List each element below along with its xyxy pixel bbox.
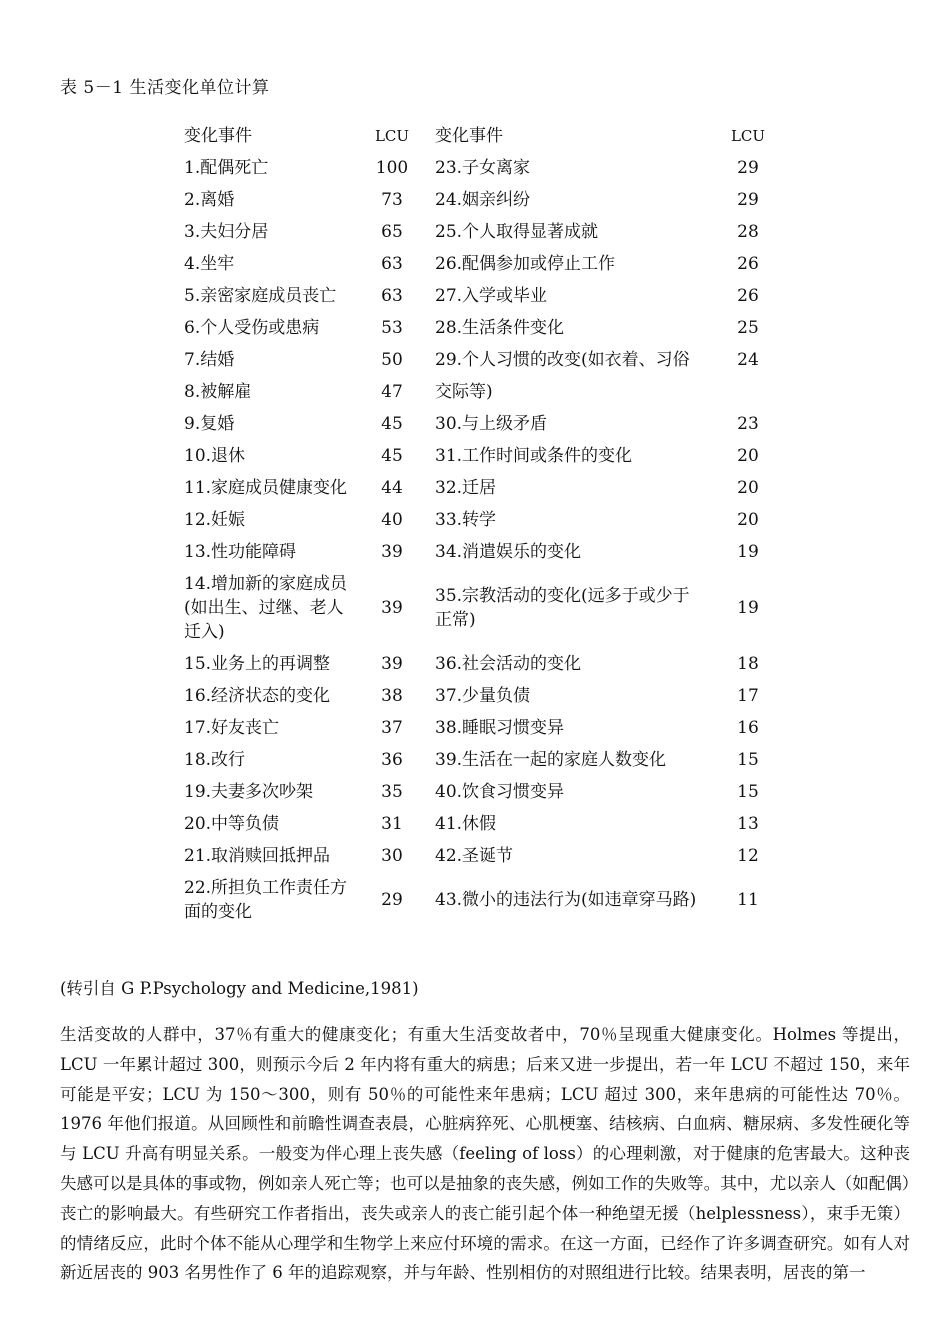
table-row xyxy=(180,776,787,808)
lcu-cell-left: 47 xyxy=(381,382,403,402)
lcu-cell-right: 13 xyxy=(737,814,759,834)
event-cell-right: 23.子女离家 xyxy=(435,158,531,178)
lcu-cell-left: 65 xyxy=(381,222,403,242)
lcu-cell-right: 26 xyxy=(737,254,759,274)
event-cell-left: 11.家庭成员健康变化 xyxy=(184,478,348,498)
lcu-cell-left: 38 xyxy=(381,686,403,706)
lcu-cell-left: 40 xyxy=(381,510,403,530)
event-cell-left: 4.坐牢 xyxy=(184,254,235,274)
event-cell-right: 24.姻亲纠纷 xyxy=(435,190,531,210)
table-row xyxy=(180,680,787,712)
table-row xyxy=(180,840,787,872)
event-cell-left: 9.复婚 xyxy=(184,414,235,434)
lcu-cell-left: 35 xyxy=(381,782,403,802)
event-cell-left: 1.配偶死亡 xyxy=(184,158,269,178)
lcu-cell-right: 23 xyxy=(737,414,759,434)
event-cell-left: 17.好友丧亡 xyxy=(184,718,280,738)
table-row xyxy=(180,872,787,928)
event-cell-left: 3.夫妇分居 xyxy=(184,222,269,242)
event-cell-left: 22.所担负工作责任方面的变化 xyxy=(184,878,348,922)
lcu-cell-left: 100 xyxy=(375,158,409,178)
table-row xyxy=(180,344,787,376)
table-row xyxy=(180,440,787,472)
table-body xyxy=(180,152,787,928)
lcu-cell-right: 19 xyxy=(737,542,759,562)
table-row xyxy=(180,280,787,312)
lcu-cell-left: 44 xyxy=(381,478,403,498)
lcu-cell-right: 11 xyxy=(737,890,759,910)
event-cell-left: 18.改行 xyxy=(184,750,246,770)
event-cell-left: 19.夫妻多次吵架 xyxy=(184,782,314,802)
event-cell-right: 29.个人习惯的改变(如衣着、习俗 xyxy=(435,350,690,370)
lcu-cell-right: 20 xyxy=(737,478,759,498)
event-cell-right: 交际等) xyxy=(435,382,493,402)
lcu-cell-left: 73 xyxy=(381,190,403,210)
life-change-units-table xyxy=(180,120,787,928)
event-cell-left: 21.取消赎回抵押品 xyxy=(184,846,331,866)
header-lcu-1: LCU xyxy=(374,127,410,145)
lcu-cell-right: 16 xyxy=(737,718,759,738)
event-cell-left: 2.离婚 xyxy=(184,190,235,210)
header-event-1: 变化事件 xyxy=(184,126,252,146)
event-cell-right: 31.工作时间或条件的变化 xyxy=(435,446,633,466)
table-row xyxy=(180,152,787,184)
lcu-cell-left: 39 xyxy=(381,654,403,674)
lcu-cell-left: 53 xyxy=(381,318,403,338)
event-cell-left: 5.亲密家庭成员丧亡 xyxy=(184,286,337,306)
table-row xyxy=(180,248,787,280)
event-cell-right: 41.休假 xyxy=(435,814,497,834)
table-caption: 表 5－1 生活变化单位计算 xyxy=(60,78,270,98)
lcu-cell-right: 19 xyxy=(737,598,759,618)
event-cell-left: 20.中等负债 xyxy=(184,814,280,834)
lcu-cell-right: 20 xyxy=(737,510,759,530)
event-cell-right: 37.少量负债 xyxy=(435,686,531,706)
lcu-cell-right: 29 xyxy=(737,158,759,178)
lcu-cell-right: 20 xyxy=(737,446,759,466)
event-cell-left: 16.经济状态的变化 xyxy=(184,686,331,706)
lcu-cell-left: 50 xyxy=(381,350,403,370)
lcu-cell-right: 17 xyxy=(737,686,759,706)
table-row xyxy=(180,216,787,248)
lcu-cell-right: 12 xyxy=(737,846,759,866)
event-cell-right: 33.转学 xyxy=(435,510,497,530)
table-row xyxy=(180,312,787,344)
event-cell-right: 25.个人取得显著成就 xyxy=(435,222,599,242)
lcu-cell-right: 26 xyxy=(737,286,759,306)
lcu-cell-right: 15 xyxy=(737,782,759,802)
event-cell-left: 13.性功能障碍 xyxy=(184,542,297,562)
event-cell-left: 15.业务上的再调整 xyxy=(184,654,331,674)
table-row xyxy=(180,712,787,744)
table-row xyxy=(180,472,787,504)
event-cell-right: 35.宗教活动的变化(远多于或少于正常) xyxy=(435,586,690,630)
lcu-cell-left: 63 xyxy=(381,254,403,274)
header-lcu-2: LCU xyxy=(730,127,766,145)
event-cell-right: 39.生活在一起的家庭人数变化 xyxy=(435,750,667,770)
event-cell-right: 28.生活条件变化 xyxy=(435,318,565,338)
lcu-cell-left: 36 xyxy=(381,750,403,770)
lcu-cell-right: 18 xyxy=(737,654,759,674)
lcu-cell-left: 31 xyxy=(381,814,403,834)
lcu-cell-right xyxy=(709,376,787,408)
event-cell-right: 43.微小的违法行为(如违章穿马路) xyxy=(435,890,697,910)
lcu-cell-right: 15 xyxy=(737,750,759,770)
table-row xyxy=(180,744,787,776)
lcu-cell-left: 39 xyxy=(381,598,403,618)
header-event-2: 变化事件 xyxy=(435,126,503,146)
table-row xyxy=(180,376,787,408)
lcu-cell-right: 24 xyxy=(737,350,759,370)
event-cell-right: 27.入学或毕业 xyxy=(435,286,548,306)
event-cell-left: 7.结婚 xyxy=(184,350,235,370)
lcu-cell-left: 45 xyxy=(381,446,403,466)
lcu-cell-right: 28 xyxy=(737,222,759,242)
event-cell-right: 32.迁居 xyxy=(435,478,497,498)
event-cell-left: 12.妊娠 xyxy=(184,510,246,530)
event-cell-right: 30.与上级矛盾 xyxy=(435,414,548,434)
lcu-cell-left: 37 xyxy=(381,718,403,738)
event-cell-left: 14.增加新的家庭成员(如出生、过继、老人迁入) xyxy=(184,574,348,642)
lcu-cell-right: 25 xyxy=(737,318,759,338)
event-cell-right: 40.饮食习惯变异 xyxy=(435,782,565,802)
lcu-cell-right: 29 xyxy=(737,190,759,210)
event-cell-left: 10.退休 xyxy=(184,446,246,466)
table-row xyxy=(180,184,787,216)
body-paragraph: 生活变故的人群中，37％有重大的健康变化；有重大生活变故者中，70％呈现重大健康变化。Holmes 等提出，LCU 一年累计超过 300，则预示今后 2 年内将有重大的病患；后来又进一步提出，若一年 LCU 不超过 150，来年可能是平安；LCU 为 150～300，则有 50％的可能性来年患病；LCU 超过 300，来年患病的可能性达 70％。1976 年他们报道。从回顾性和前瞻性调查表晨，心脏病猝死、心肌梗塞、结核病、白血病、糖尿病、多发性硬化等与 LCU 升高有明显关系。一般变为伴心理上丧失感（feeling of loss）的心理刺激，对于健康的危害最大。这种丧失感可以是具体的事或物，例如亲人死亡等；也可以是抽象的丧失感，例如工作的失败等。其中，尤以亲人（如配偶）丧亡的影响最大。有些研究工作者指出，丧失或亲人的丧亡能引起个体一种绝望无援（helplessness），束手无策）的情绪反应，此时个体不能从心理学和生物学上来应付环境的需求。在这一方面，已经作了许多调查研究。如有人对新近居丧的 903 名男性作了 6 年的追踪观察，并与年龄、性别相仿的对照组进行比较。结果表明，居丧的第一 xyxy=(60,1025,910,1283)
event-cell-left: 8.被解雇 xyxy=(184,382,252,402)
table-row xyxy=(180,504,787,536)
event-cell-right: 42.圣诞节 xyxy=(435,846,514,866)
table-row xyxy=(180,648,787,680)
event-cell-right: 38.睡眠习惯变异 xyxy=(435,718,565,738)
event-cell-right: 34.消遣娱乐的变化 xyxy=(435,542,582,562)
table-header-row xyxy=(180,120,787,152)
table-row xyxy=(180,568,787,648)
event-cell-left: 6.个人受伤或患病 xyxy=(184,318,320,338)
lcu-cell-left: 45 xyxy=(381,414,403,434)
table-source-note: (转引自 G P.Psychology and Medicine,1981) xyxy=(60,979,419,998)
table-row xyxy=(180,536,787,568)
table-row xyxy=(180,808,787,840)
lcu-cell-left: 30 xyxy=(381,846,403,866)
table-row xyxy=(180,408,787,440)
event-cell-right: 36.社会活动的变化 xyxy=(435,654,582,674)
lcu-cell-left: 63 xyxy=(381,286,403,306)
event-cell-right: 26.配偶参加或停止工作 xyxy=(435,254,616,274)
lcu-cell-left: 29 xyxy=(381,890,403,910)
lcu-cell-left: 39 xyxy=(381,542,403,562)
